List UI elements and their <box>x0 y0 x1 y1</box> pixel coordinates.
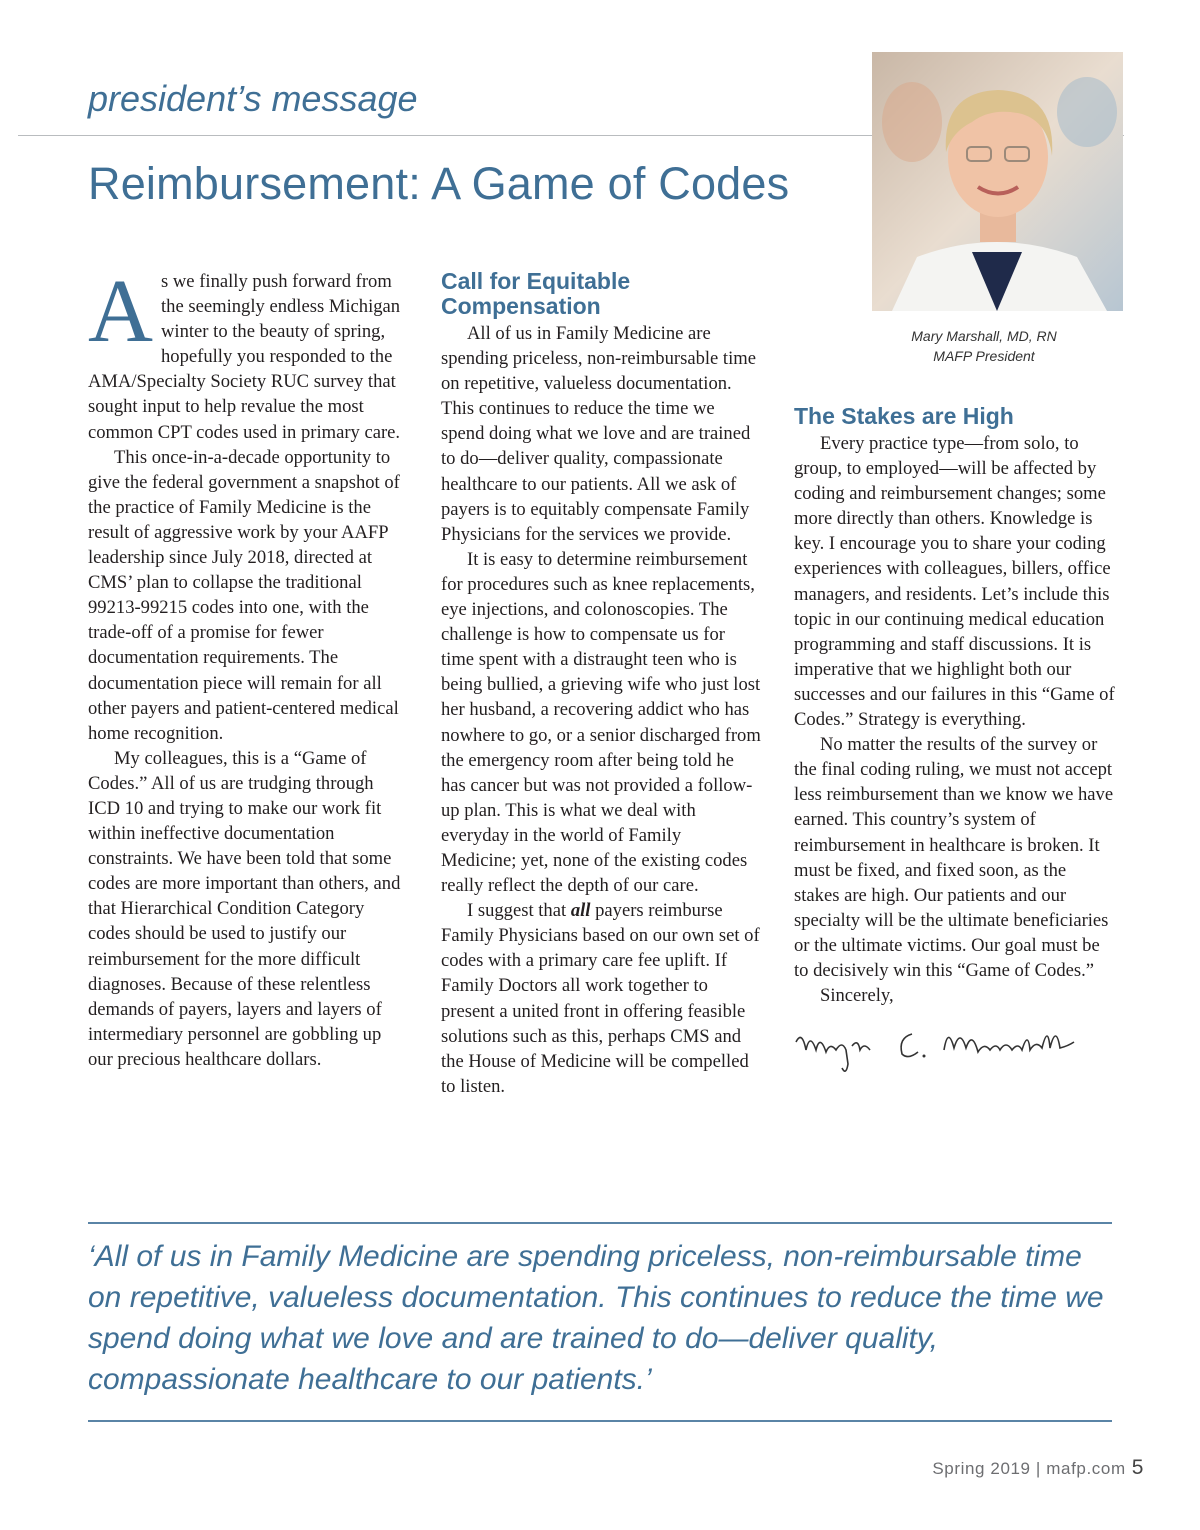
section-label: president’s message <box>88 78 418 119</box>
paragraph: No matter the results of the survey or the final coding ruling, we must not accept less reimbursement than we know we have earned. This country’s system of reimbursement in healthcare is broken. It must be fixed, and fixed soon, as the stakes are high. Our patients and our specialty will be the ultimate beneficiaries or the ultimate victims. Our goal must be to decisively win this “Game of Codes.” <box>794 734 1114 981</box>
column-1 <box>88 262 410 1072</box>
pull-quote-bottom-rule <box>88 1420 1112 1422</box>
signature <box>794 1020 1114 1080</box>
signoff: Sincerely, <box>820 985 894 1007</box>
photo-caption <box>872 326 1096 366</box>
article-headline: Reimbursement: A Game of Codes <box>88 158 790 209</box>
caption-name: Mary Marshall, MD, RN <box>911 328 1057 344</box>
emphasis-all: all <box>570 900 591 922</box>
text-run: payers reimburse Family Physicians based on our own set of codes with a primary care fee uplift. If Family Doctors all work together to present a united front in offering feasible solutions such as this, perhaps CMS and the House of Medicine will be compelled to listen. <box>441 900 760 1097</box>
subhead-stakes-high: The Stakes are High <box>794 403 1014 429</box>
author-photo <box>872 52 1123 311</box>
paragraph <box>441 898 761 1099</box>
pull-quote-top-rule <box>88 1222 1112 1224</box>
drop-cap: A <box>88 262 153 361</box>
intro-paragraph <box>88 262 410 445</box>
page-footer <box>932 1456 1144 1480</box>
text-run: I suggest that <box>467 900 571 922</box>
page-number: 5 <box>1131 1456 1144 1479</box>
paragraph: All of us in Family Medicine are spending priceless, non-reimbursable time on repetitive, valueless documentation. This continues to reduce the time we spend doing what we love and are trained to do—deliver quality, compassionate healthcare to our patients. All we ask of payers is to equitably compensate Family Physicians for the services we provide. <box>441 323 756 545</box>
subhead-equitable-compensation: Call for Equitable Compensation <box>441 268 631 319</box>
issue-site: Spring 2019 | mafp.com <box>932 1459 1126 1478</box>
pull-quote: ‘All of us in Family Medicine are spending priceless, non-reimbursable time on repetitive, valueless documentation. This continues to reduce the time we spend doing what we love and are trained to do—deliver quality, compassionate healthcare to our patients.’ <box>88 1240 1104 1396</box>
paragraph: This once-in-a-decade opportunity to give the federal government a snapshot of the practice of Family Medicine is the result of aggressive work by your AAFP leadership since July 2018, directed at CMS’ plan to collapse the traditional 99213-99215 codes into one, with the trade-off of a promise for fewer documentation requirements. The documentation piece will remain for all other payers and patient-centered medical home recognition. <box>88 446 400 744</box>
paragraph: It is easy to determine reimbursement for procedures such as knee replacements, eye injections, and colonoscopies. The challenge is how to compensate us for time spent with a distraught teen who is being bullied, a grieving wife who just lost her husband, a recovering addict who has nowhere to go, or a senior discharged from the emergency room after being told he has cancer but was not provided a follow-up plan. This is what we deal with everyday in the world of Family Medicine; yet, none of the existing codes really reflect the depth of our care. <box>441 548 761 897</box>
column-2 <box>441 269 761 1099</box>
intro-text: s we finally push forward from the seemingly endless Michigan winter to the beauty of spring, hopefully you responded to the AMA/Specialty Society RUC survey that sought input to help revalue the most common CPT codes used in primary care. <box>88 271 401 443</box>
caption-title: MAFP President <box>933 348 1035 364</box>
paragraph: My colleagues, this is a “Game of Codes.” All of us are trudging through ICD 10 and trying to make our work fit within ineffective documentation constraints. We have been told that some codes are more important than others, and that Hierarchical Condition Category codes should be used to justify our reimbursement for the more difficult diagnoses. Because of these relentless demands of payers, layers and layers of intermediary personnel are gobbling up our precious healthcare dollars. <box>88 747 401 1070</box>
paragraph: Every practice type—from solo, to group, to employed—will be affected by coding and reimbursement changes; some more directly than others. Knowledge is key. I encourage you to share your coding experiences with colleagues, billers, office managers, and residents. Let’s include this topic in our continuing medical education programming and staff discussions. It is imperative that we highlight both our successes and our failures in this “Game of Codes.” Strategy is everything. <box>794 433 1115 731</box>
column-3 <box>794 404 1116 1087</box>
